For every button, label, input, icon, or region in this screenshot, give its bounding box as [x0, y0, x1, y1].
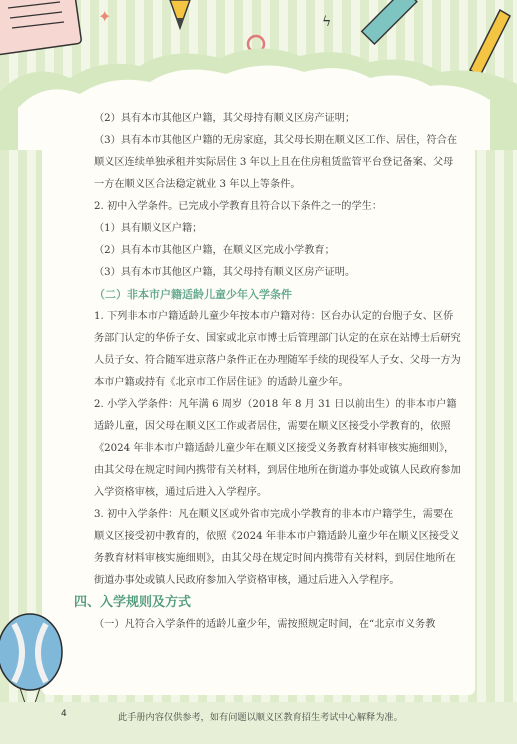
paragraph: （3）具有本市其他区户籍，其父母持有顺义区房产证明。 [94, 267, 356, 278]
paragraph: 3. 初中入学条件：凡在顺义区或外省市完成小学教育的非本市户籍学生，需要在顺义区接受初中教育的，依照《2024 年非本市户籍适龄儿童少年在顺义区接受义务教育材料审核实施细则》，由其父母在规定时间内携带有关材料，到居住地所在街道办事处或镇人民政府参加入学资格审核，通过后进入入学程序。 [94, 509, 460, 586]
squiggle-icon: ϟ [322, 14, 332, 30]
paragraph: （一）凡符合入学条件的适龄儿童少年，需按照规定时间，在“北京市义务教 [94, 619, 436, 630]
footer-note: 此手册内容仅供参考，如有问题以顺义区教育招生考试中心解释为准。 [118, 712, 403, 723]
paragraph: 2. 初中入学条件。已完成小学教育且符合以下条件之一的学生： [94, 201, 383, 212]
notebook-icon [0, 0, 82, 55]
paragraph: （2）具有本市其他区户籍，其父母持有顺义区房产证明； [94, 113, 356, 124]
document-body [74, 108, 462, 636]
section-heading: 四、入学规则及方式 [74, 595, 192, 610]
ruler-icon [362, 0, 417, 44]
paragraph: （1）具有顺义区户籍； [94, 223, 203, 234]
section-subheading: （二）非本市户籍适龄儿童少年入学条件 [94, 288, 292, 301]
star-icon: ✦ [98, 7, 112, 26]
paragraph: 2. 小学入学条件：凡年满 6 周岁（2018 年 8 月 31 日以前出生）的非本市户籍适龄儿童，因父母在顺义区工作或者居住，需要在顺义区接受小学教育的，依照《2024 年非本市户籍适龄儿童少年在顺义区接受义务教育材料审核实施细则》，由其父母在规定时间内携带有关材料，到居住地所在街道办事处或镇人民政府参加入学资格审核，通过后进入入学程序。 [94, 399, 461, 498]
pencil-icon [170, 0, 190, 28]
page-number: 4 [61, 709, 67, 719]
paragraph: （3）具有本市其他区户籍的无房家庭，其父母长期在顺义区工作、居住，符合在顺义区连续单独承租并实际居住 3 年以上且在住房租赁监管平台登记备案、父母一方在顺义区合法稳定就业 3 年以上等条件。 [94, 135, 458, 190]
paragraph: （2）具有本市其他区户籍，在顺义区完成小学教育； [94, 245, 335, 256]
paragraph: 1. 下列非本市户籍适龄儿童少年按本市户籍对待：区台办认定的台胞子女、区侨务部门认定的华侨子女、国家或北京市博士后管理部门认定的在京在站博士后研究人员子女、符合随军进京落户条件正在办理随军手续的现役军人子女、父母一方为本市户籍或持有《北京市工作居住证》的适龄儿童少年。 [94, 311, 461, 388]
